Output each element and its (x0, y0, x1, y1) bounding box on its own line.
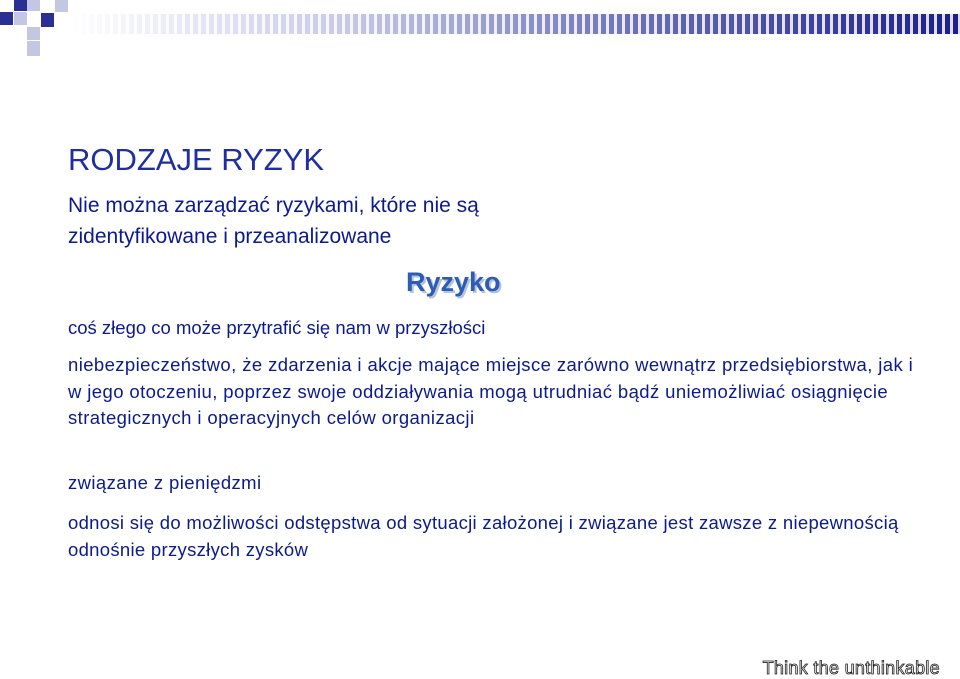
definition-1: coś złego co może przytrafić się nam w przyszłości (68, 317, 486, 338)
square-light (27, 41, 40, 56)
header-bar (70, 14, 960, 34)
footer-tagline: Think the unthinkable (762, 658, 940, 678)
square-light (55, 0, 68, 12)
square-dark (41, 13, 54, 27)
square-light (27, 27, 40, 40)
slide-subtitle: Nie można zarządzać ryzykami, które nie są zidentyfikowane i przeanalizowane (68, 194, 479, 248)
square-dark (14, 0, 27, 11)
decorative-squares (0, 0, 70, 60)
definition-2: niebezpieczeństwo, że zdarzenia i akcje mające miejsce zarówno wewnątrz przedsiębiorstwa, jak i w jego otoczeniu, poprzez swoje oddziaływania mogą utrudniać bądź uniemożliwiać osiągnięcie strategicznych i operacyjnych celów organizacji (68, 354, 914, 428)
square-dark (0, 12, 13, 25)
definition-3: związane z pieniędzmi (68, 472, 262, 493)
definition-4: odnosi się do możliwości odstępstwa od sytuacji założonej i związane jest zawsze z niepewnością odnośnie przyszłych zysków (68, 512, 899, 560)
square-light (14, 12, 27, 25)
header-bar-stripes (70, 14, 960, 34)
section-heading: Ryzyko (406, 267, 501, 297)
square-light (27, 0, 40, 11)
slide-title: RODZAJE RYZYK (68, 142, 325, 177)
